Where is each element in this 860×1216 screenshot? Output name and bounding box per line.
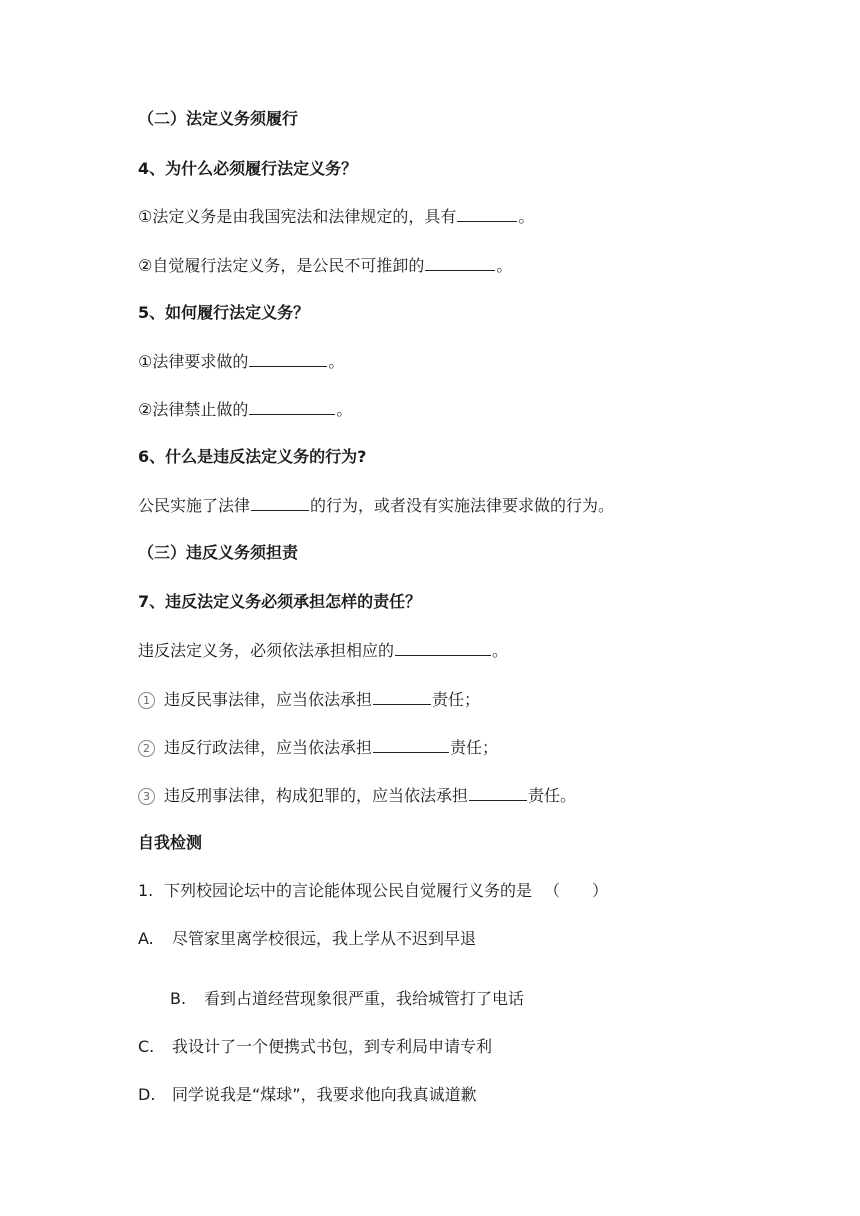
option-label: B. [170,989,187,1008]
fill-blank[interactable] [249,398,335,415]
circled-number: 3 [138,788,155,805]
liability-item-text: 违反民事法律，应当依法承担 [164,690,373,709]
self-check-question-1 [138,880,800,902]
answer-5-2-text: ②法律禁止做的 [138,400,249,419]
answer-4-1-text: ①法定义务是由我国宪法和法律规定的，具有 [138,207,457,226]
section-heading-obligation-liability: （三）违反义务须担责 [138,543,299,562]
option-text: 同学说我是“煤球”，我要求他向我真诚道歉 [172,1085,477,1104]
option-c[interactable] [138,1036,800,1058]
option-label: A. [138,929,154,948]
answer-4-2 [138,254,800,277]
answer-5-1 [138,350,800,373]
fill-blank[interactable] [373,688,431,705]
option-a[interactable] [138,928,800,950]
option-label: C. [138,1037,155,1056]
answer-6-end: 的行为，或者没有实施法律要求做的行为。 [310,496,615,515]
answer-5-1-end: 。 [328,352,345,371]
answer-7-text: 违反法定义务，必须依法承担相应的 [138,641,395,660]
option-text: 尽管家里离学校很远，我上学从不迟到早退 [172,929,477,948]
fill-blank[interactable] [249,350,327,367]
question-4: 4、为什么必须履行法定义务？ [138,159,358,178]
liability-item-text: 违反刑事法律，构成犯罪的，应当依法承担 [164,786,469,805]
answer-7 [138,639,800,662]
answer-5-2-end: 。 [336,400,353,419]
self-check-heading: 自我检测 [138,833,203,852]
circled-number: 1 [138,692,155,709]
answer-5-1-text: ①法律要求做的 [138,352,249,371]
fill-blank[interactable] [469,784,527,801]
question-6: 6、什么是违反法定义务的行为? [138,447,367,466]
option-text: 我设计了一个便携式书包，到专利局申请专利 [172,1037,493,1056]
liability-item-text: 违反行政法律，应当依法承担 [164,738,373,757]
answer-5-2 [138,398,800,421]
answer-4-1 [138,205,800,228]
answer-parenthesis[interactable]: （ ） [544,881,609,900]
question-5: 5、如何履行法定义务？ [138,303,310,322]
liability-item-criminal [138,784,800,807]
answer-6-text: 公民实施了法律 [138,496,251,515]
answer-4-1-end: 。 [518,207,535,226]
option-b[interactable] [170,988,800,1010]
answer-4-2-text: ②自觉履行法定义务，是公民不可推卸的 [138,256,425,275]
question-7: 7、违反法定义务必须承担怎样的责任？ [138,592,422,611]
liability-item-end: 责任； [450,738,499,757]
fill-blank[interactable] [425,254,495,271]
liability-item-end: 责任。 [528,786,577,805]
option-label: D. [138,1085,156,1104]
answer-6 [138,494,800,517]
question-number: 1. [138,881,154,900]
fill-blank[interactable] [457,205,517,222]
question-text: 下列校园论坛中的言论能体现公民自觉履行义务的是 [164,881,533,900]
fill-blank[interactable] [373,736,449,753]
answer-4-2-end: 。 [496,256,513,275]
fill-blank[interactable] [251,494,309,511]
section-heading-obligation-fulfil: （二）法定义务须履行 [138,109,299,128]
liability-item-administrative [138,736,800,759]
option-text: 看到占道经营现象很严重，我给城管打了电话 [204,989,525,1008]
liability-item-end: 责任； [432,690,481,709]
circled-number: 2 [138,740,155,757]
liability-item-civil [138,688,800,711]
fill-blank[interactable] [395,639,491,656]
answer-7-end: 。 [492,641,509,660]
option-d[interactable] [138,1084,800,1106]
